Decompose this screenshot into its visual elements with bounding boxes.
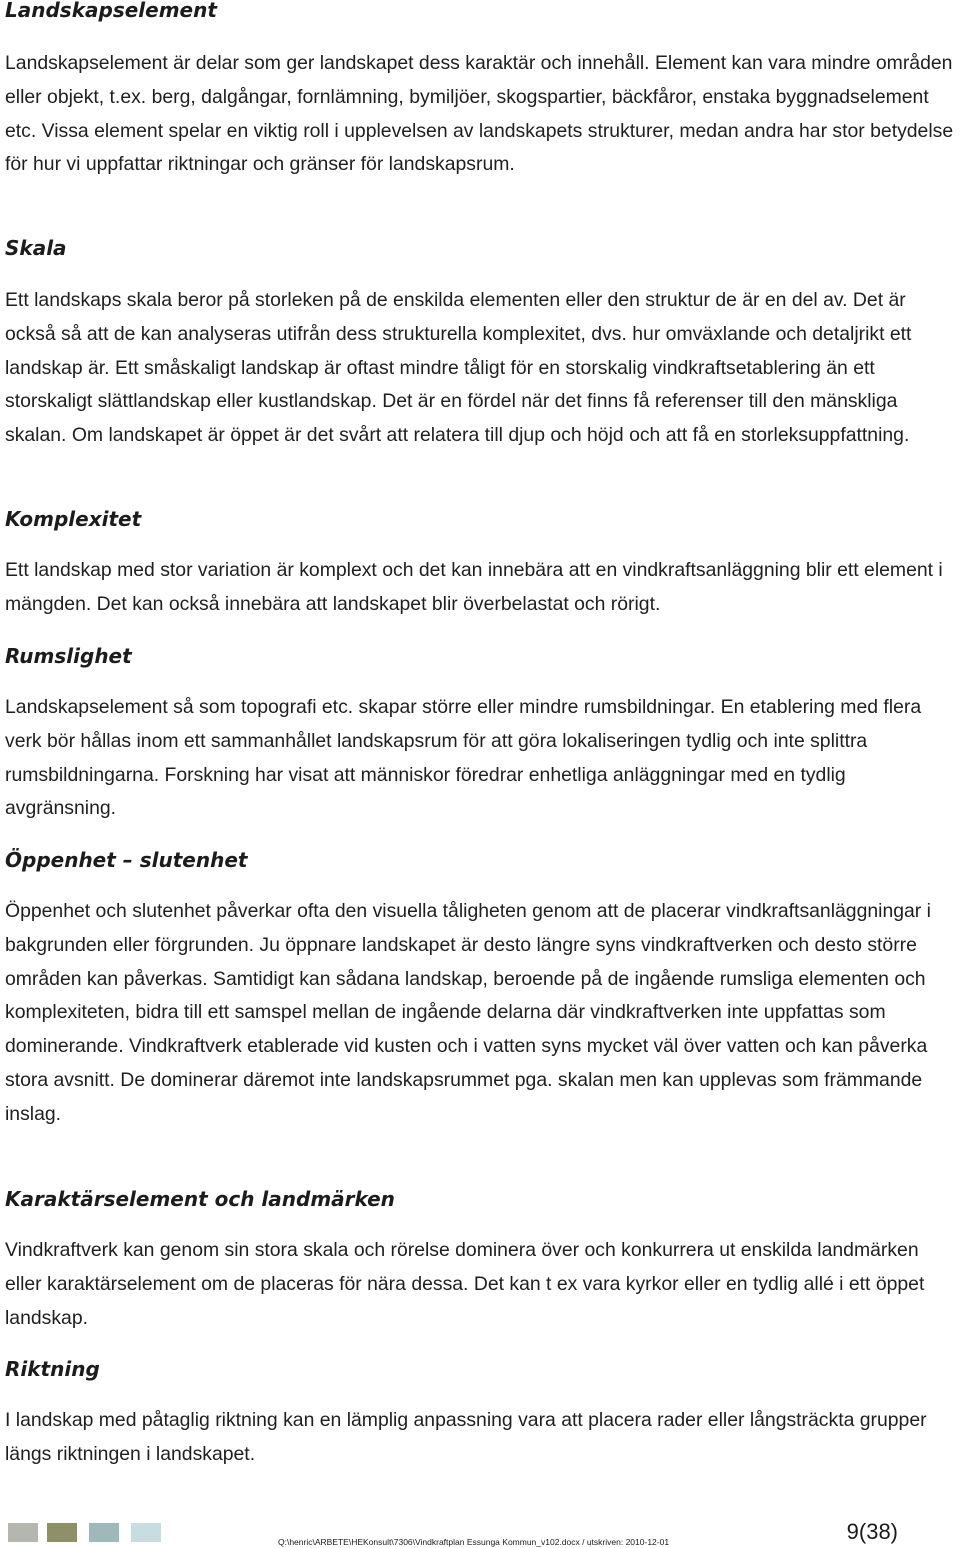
section-karaktarselement [5, 1187, 955, 1335]
section-rumslighet [5, 644, 955, 826]
section-skala [5, 236, 955, 453]
section-oppenhet-slutenhet [5, 848, 955, 1132]
footer-color-square [89, 1523, 119, 1542]
footer-color-square [8, 1523, 38, 1542]
section-riktning [5, 1357, 955, 1472]
footer-color-square [47, 1523, 77, 1542]
page-number: 9(38) [846, 1519, 898, 1544]
footer-color-square [131, 1523, 161, 1542]
section-paragraph: Ett landskaps skala beror på storleken på de enskilda elementen eller den struktur de är en del av. Det är också så att de kan analyseras utifrån dess strukturella komplexitet, dvs. hur omväxlande och detaljrikt ett landskap är. Ett småskaligt landskap är oftast mindre tåligt för en storskalig vindkraftsetablering än ett storskaligt slättlandskap eller kustlandskap. Det är en fördel när det finns få referenser till den mänskliga skalan. Om landskapet är öppet är det svårt att relatera till djup och höjd och att få en storleksuppfattning. [5, 289, 912, 447]
section-paragraph: I landskap med påtaglig riktning kan en lämplig anpassning vara att placera rader eller långsträckta grupper längs riktningen i landskapet. [5, 1409, 927, 1465]
section-paragraph: Vindkraftverk kan genom sin stora skala och rörelse dominera över och konkurrera ut enskilda landmärken eller karaktärselement om de placeras för nära dessa. Det kan t ex vara kyrkor eller en tydlig allé i ett öppet landskap. [5, 1239, 925, 1329]
section-paragraph: Öppenhet och slutenhet påverkar ofta den visuella tåligheten genom att de placerar vindkraftsanläggningar i bakgrunden eller förgrunden. Ju öppnare landskapet är desto längre syns vindkraftverken och desto större områden kan påverkas. Samtidigt kan sådana landskap, beroende på de ingående rumsliga elementen och komplexiteten, bidra till ett samspel mellan de ingående delarna där vindkraftverken inte uppfattas som dominerande. Vindkraftverk etablerade vid kusten och i vatten syns mycket väl över vatten och kan påverka stora avsnitt. De dominerar däremot inte landskapsrummet pga. skalan men kan upplevas som främmande inslag. [5, 900, 931, 1125]
section-paragraph: Landskapselement är delar som ger landskapet dess karaktär och innehåll. Element kan vara mindre områden eller objekt, t.ex. berg, dalgångar, fornlämning, bymiljöer, skogspartier, bäckfåror, enstaka byggnadselement etc. Vissa element spelar en viktig roll i upplevelsen av landskapets strukturer, medan andra har stor betydelse för hur vi uppfattar riktningar och gränser för landskapsrum. [5, 52, 954, 176]
section-heading: Öppenhet – slutenhet [5, 848, 248, 872]
section-heading: Rumslighet [5, 644, 132, 668]
section-komplexitet [5, 507, 955, 622]
section-heading: Komplexitet [5, 507, 142, 531]
section-heading: Skala [5, 236, 67, 260]
section-paragraph: Ett landskap med stor variation är komplext och det kan innebära att en vindkraftsanläggning blir ett element i mängden. Det kan också innebära att landskapet blir överbelastat och rörigt. [5, 559, 943, 615]
section-heading: Riktning [5, 1357, 100, 1381]
page-footer [0, 1510, 960, 1548]
section-landskapselement [5, 0, 955, 182]
section-paragraph: Landskapselement så som topografi etc. skapar större eller mindre rumsbildningar. En etablering med flera verk bör hållas inom ett sammanhållet landskapsrum för att göra lokaliseringen tydlig och inte splittra rumsbildningarna. Forskning har visat att människor föredrar enhetliga anläggningar med en tydlig avgränsning. [5, 696, 922, 820]
footer-file-path: Q:\henric\ARBETE\HEKonsult\7306\Vindkraftplan Essunga Kommun_v102.docx / utskriven: 2010-12-01 [278, 1537, 670, 1547]
section-heading: Landskapselement [5, 0, 217, 22]
section-heading: Karaktärselement och landmärken [5, 1187, 395, 1211]
